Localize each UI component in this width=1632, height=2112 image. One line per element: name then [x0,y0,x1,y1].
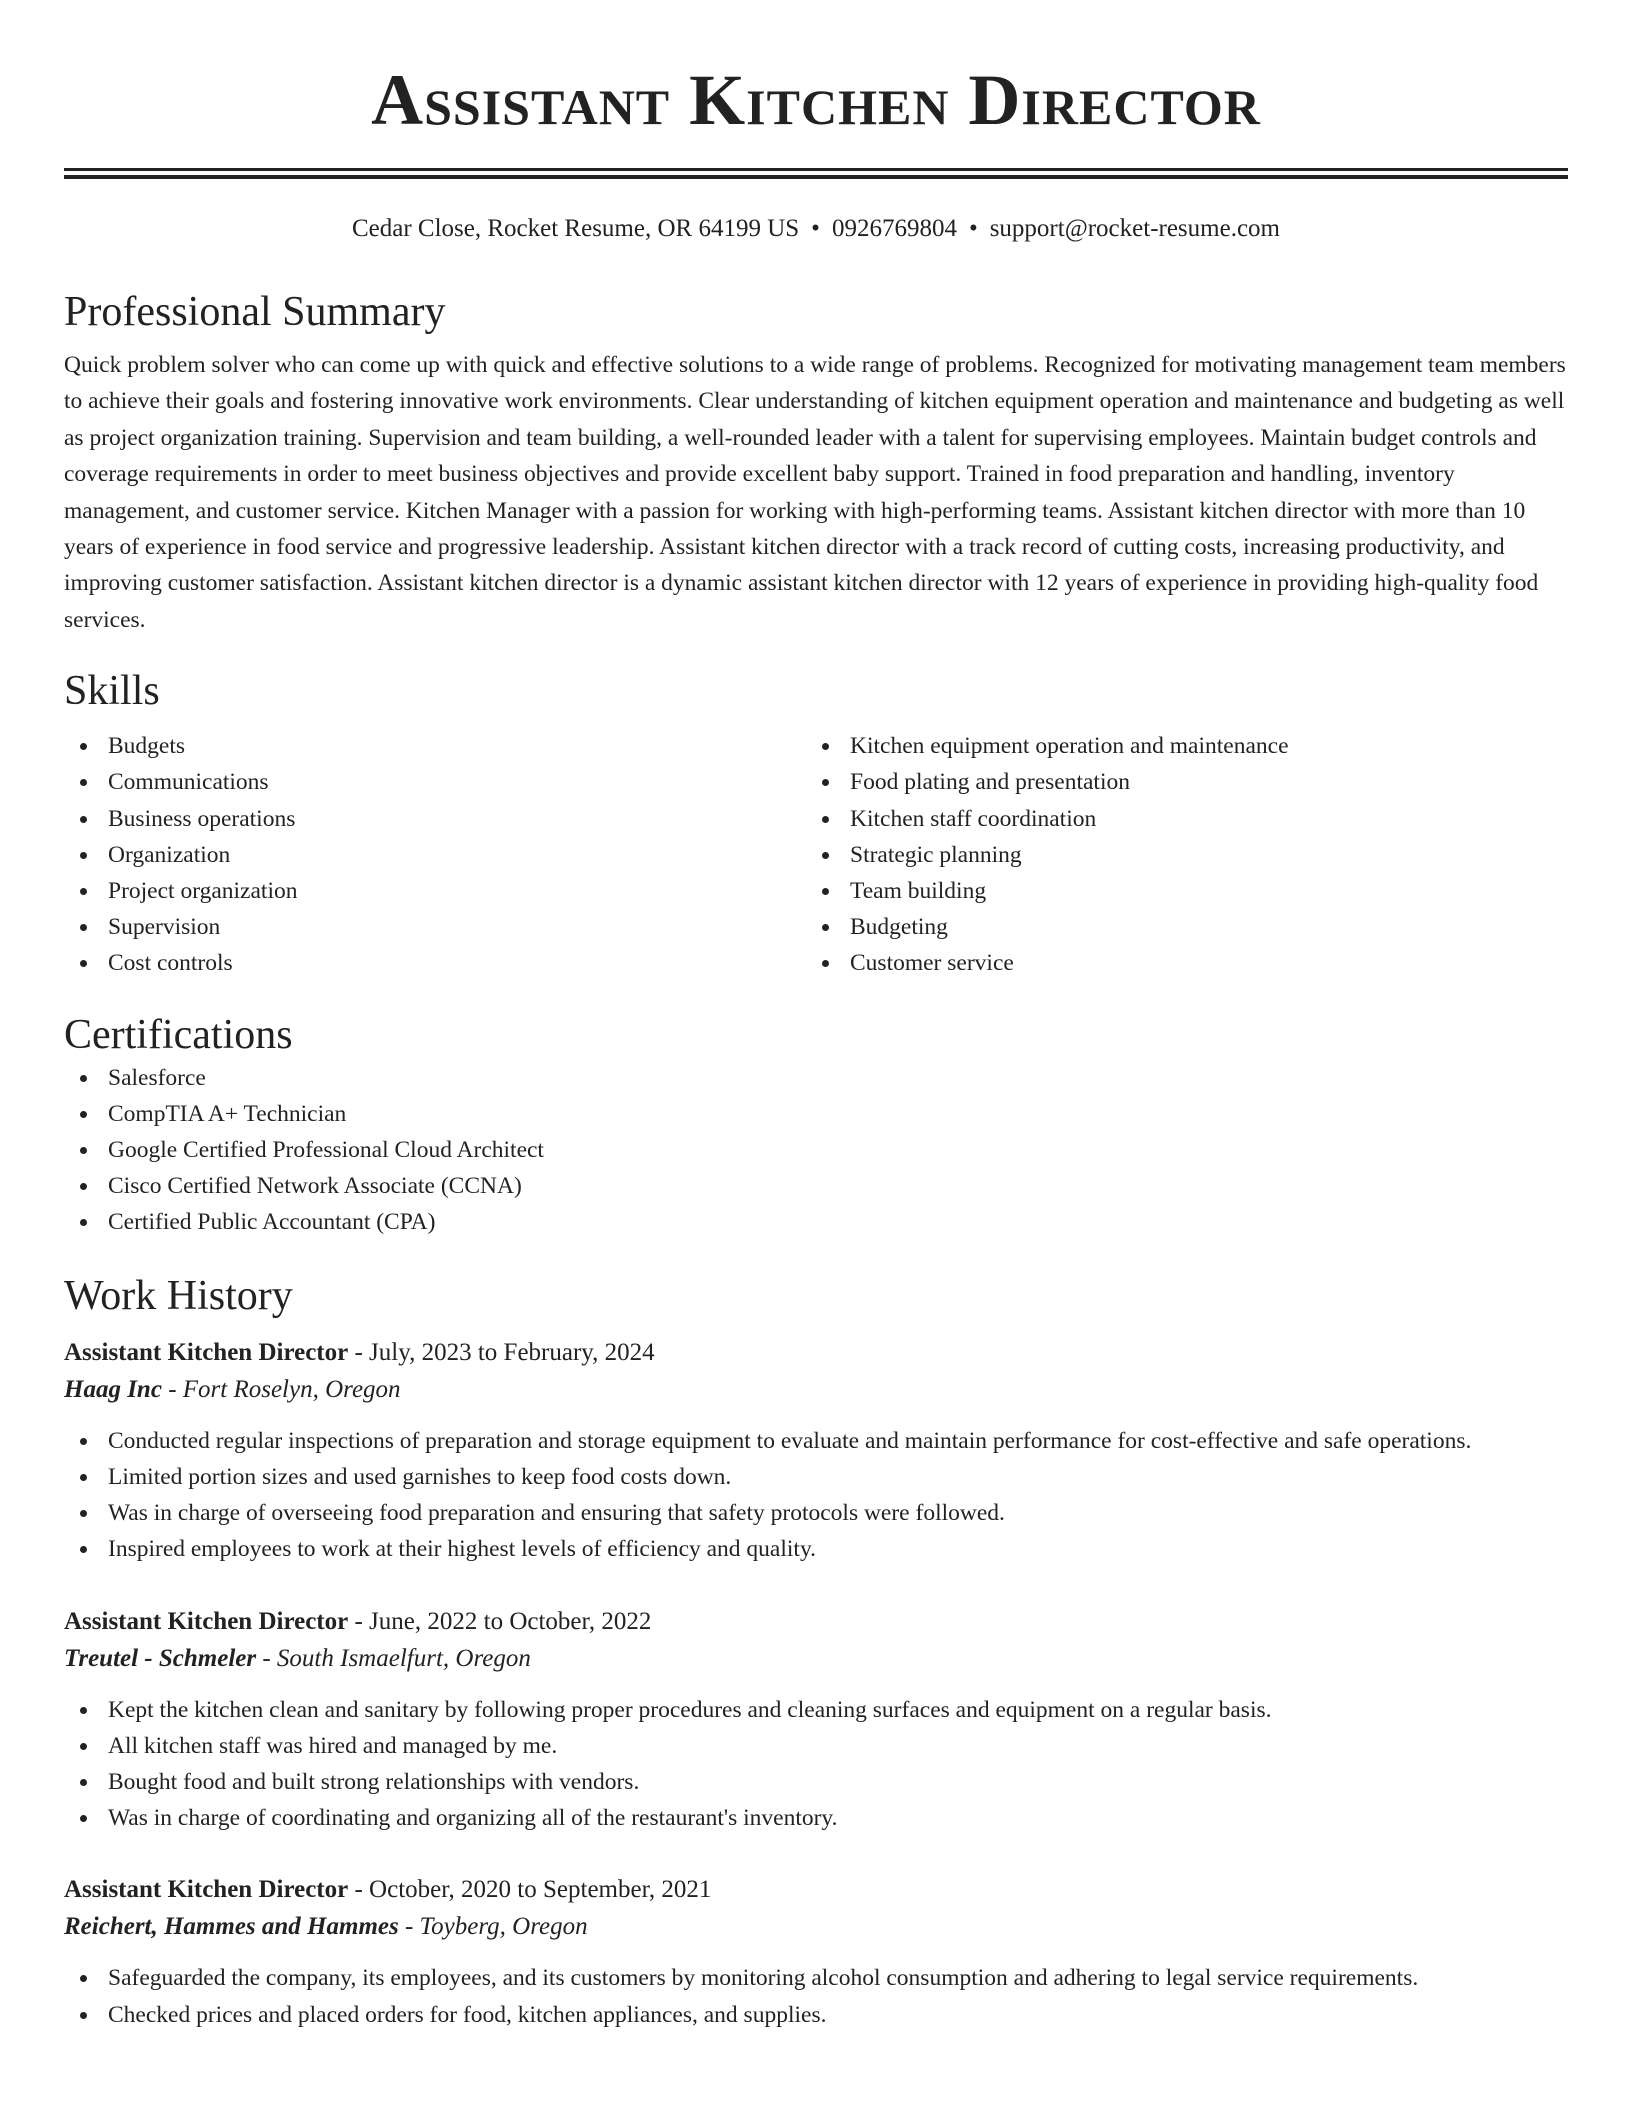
job-bullet: Safeguarded the company, its employees, and its customers by monitoring alcohol consumption and adhering to legal service requirements. [64,1960,1568,1996]
certifications-heading: Certifications [64,1011,293,1058]
skill-item: Project organization [64,873,806,909]
job-dates: - July, 2023 to February, 2024 [348,1338,655,1366]
skill-item: Business operations [64,801,806,837]
skill-item: Kitchen equipment operation and maintenance [806,728,1548,764]
job-bullet: Kept the kitchen clean and sanitary by following proper procedures and cleaning surfaces and equipment on a regular basis. [64,1692,1568,1728]
certification-item: Cisco Certified Network Associate (CCNA) [64,1168,1568,1204]
job-title-line [64,1872,1568,1908]
job-title: Assistant Kitchen Director [64,1876,349,1904]
skill-item: Organization [64,837,806,873]
skills-right-list [806,728,1548,981]
summary-heading: Professional Summary [64,289,446,335]
skills-heading: Skills [64,668,160,715]
skill-item: Team building [806,873,1548,909]
job-dates: - October, 2020 to September, 2021 [348,1876,712,1904]
job-dates: - June, 2022 to October, 2022 [348,1607,652,1635]
company-line [64,1908,1568,1946]
job-entry [64,1872,1568,2032]
certification-item: Google Certified Professional Cloud Architect [64,1132,1568,1168]
skill-item: Cost controls [64,945,806,981]
job-bullet: Bought food and built strong relationships with vendors. [64,1764,1568,1800]
skills-left-list [64,728,806,981]
company-line [64,1371,1568,1409]
work-history-heading: Work History [64,1272,293,1319]
skill-item: Strategic planning [806,837,1548,873]
work-history-list [64,1335,1568,2033]
company-name: Reichert, Hammes and Hammes [64,1913,399,1941]
job-bullet: All kitchen staff was hired and managed by me. [64,1728,1568,1764]
company-location: - South Ismaelfurt, Oregon [256,1644,531,1672]
title-double-rule [64,168,1568,179]
contact-phone: 0926769804 [831,215,957,242]
job-bullets [64,1692,1568,1837]
certifications-list [64,1060,1568,1241]
contact-separator: • [811,215,820,242]
resume-name-title: Assistant Kitchen Director [371,60,1261,140]
job-bullet: Limited portion sizes and used garnishes to keep food costs down. [64,1459,1568,1495]
summary-text: Quick problem solver who can come up with quick and effective solutions to a wide range of problems. Recognized for motivating management team members to achieve their goals and fostering innovative work environments. Clear understanding of kitchen equipment operation and maintenance and budgeting as well as project organization training. Supervision and team building, a well-rounded leader with a talent for supervising employees. Maintain budget controls and coverage requirements in order to meet business objectives and provide excellent baby support. Trained in food preparation and handling, inventory management, and customer service. Kitchen Manager with a passion for working with high-performing teams. Assistant kitchen director with more than 10 years of experience in food service and progressive leadership. Assistant kitchen director with a track record of cutting costs, increasing productivity, and improving customer satisfaction. Assistant kitchen director is a dynamic assistant kitchen director with 12 years of experience in providing high-quality food services. [64,352,1566,633]
company-name: Treutel - Schmeler [64,1644,257,1672]
company-name: Haag Inc [64,1375,162,1403]
job-bullet: Inspired employees to work at their highest levels of efficiency and quality. [64,1531,1568,1567]
certification-item: CompTIA A+ Technician [64,1096,1568,1132]
contact-address: Cedar Close, Rocket Resume, OR 64199 US [351,215,800,242]
certification-item: Certified Public Accountant (CPA) [64,1204,1568,1240]
job-title-line [64,1335,1568,1371]
job-entry [64,1604,1568,1837]
job-bullets [64,1960,1568,2032]
skill-item: Food plating and presentation [806,764,1548,800]
contact-email: support@rocket-resume.com [989,215,1280,242]
skill-item: Supervision [64,909,806,945]
skill-item: Kitchen staff coordination [806,801,1548,837]
job-bullet: Checked prices and placed orders for food, kitchen appliances, and supplies. [64,1997,1568,2033]
skill-item: Communications [64,764,806,800]
skill-item: Budgets [64,728,806,764]
company-location: - Toyberg, Oregon [398,1913,588,1941]
job-entry [64,1335,1568,1568]
skill-item: Budgeting [806,909,1548,945]
job-bullets [64,1423,1568,1568]
company-location: - Fort Roselyn, Oregon [161,1375,401,1403]
skill-item: Customer service [806,945,1548,981]
contact-separator: • [968,215,978,242]
job-title: Assistant Kitchen Director [64,1338,349,1366]
job-title: Assistant Kitchen Director [64,1607,349,1635]
certification-item: Salesforce [64,1060,1568,1096]
company-line [64,1640,1568,1678]
skills-columns [64,728,1568,981]
job-bullet: Was in charge of overseeing food preparation and ensuring that safety protocols were followed. [64,1495,1568,1531]
job-title-line [64,1604,1568,1640]
job-bullet: Conducted regular inspections of preparation and storage equipment to evaluate and maintain performance for cost-effective and safe operations. [64,1423,1568,1459]
job-bullet: Was in charge of coordinating and organizing all of the restaurant's inventory. [64,1800,1568,1836]
contact-line [64,213,1568,245]
